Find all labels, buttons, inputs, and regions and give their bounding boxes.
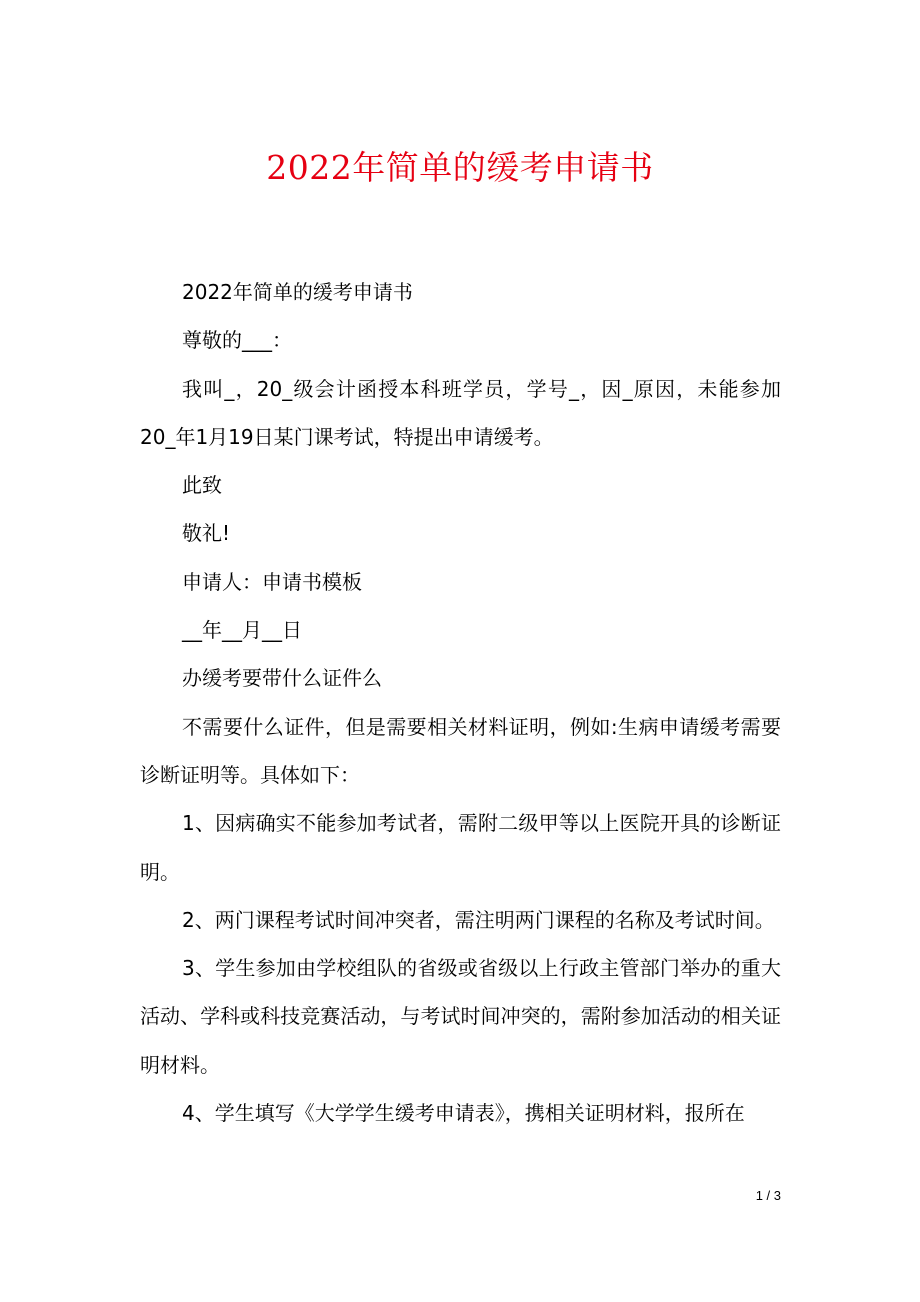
paragraph-item-1: 1、因病确实不能参加考试者，需附二级甲等以上医院开具的诊断证明。 [140, 811, 781, 884]
paragraph-applicant: 申请人：申请书模板 [182, 569, 362, 594]
paragraph-request: 我叫_，20_级会计函授本科班学员，学号_，因_原因，未能参加20_年1月19日某门课考试，特提出申请缓考。 [140, 376, 781, 449]
paragraph-answer: 不需要什么证件，但是需要相关材料证明，例如:生病申请缓考需要诊断证明等。具体如下： [140, 714, 781, 787]
paragraph-date: __年__月__日 [182, 618, 302, 643]
paragraph-salutation: 尊敬的___： [182, 328, 292, 353]
paragraph-heading: 2022年简单的缓考申请书 [182, 280, 413, 304]
document-title: 2022年简单的缓考申请书 [266, 148, 654, 187]
paragraph-question: 办缓考要带什么证件么 [182, 666, 382, 691]
paragraph-item-3: 3、学生参加由学校组队的省级或省级以上行政主管部门举办的重大活动、学科或科技竞赛活动，与考试时间冲突的，需附参加活动的相关证明材料。 [140, 956, 781, 1077]
paragraph-item-2: 2、两门课程考试时间冲突者，需注明两门课程的名称及考试时间。 [182, 907, 775, 932]
paragraph-closing: 此致 [182, 473, 222, 498]
paragraph-regards: 敬礼! [182, 521, 231, 546]
paragraph-item-4: 4、学生填写《大学学生缓考申请表》，携相关证明材料，报所在 [182, 1101, 745, 1126]
page-number: 1 / 3 [755, 1188, 781, 1203]
document-body [140, 268, 781, 1137]
